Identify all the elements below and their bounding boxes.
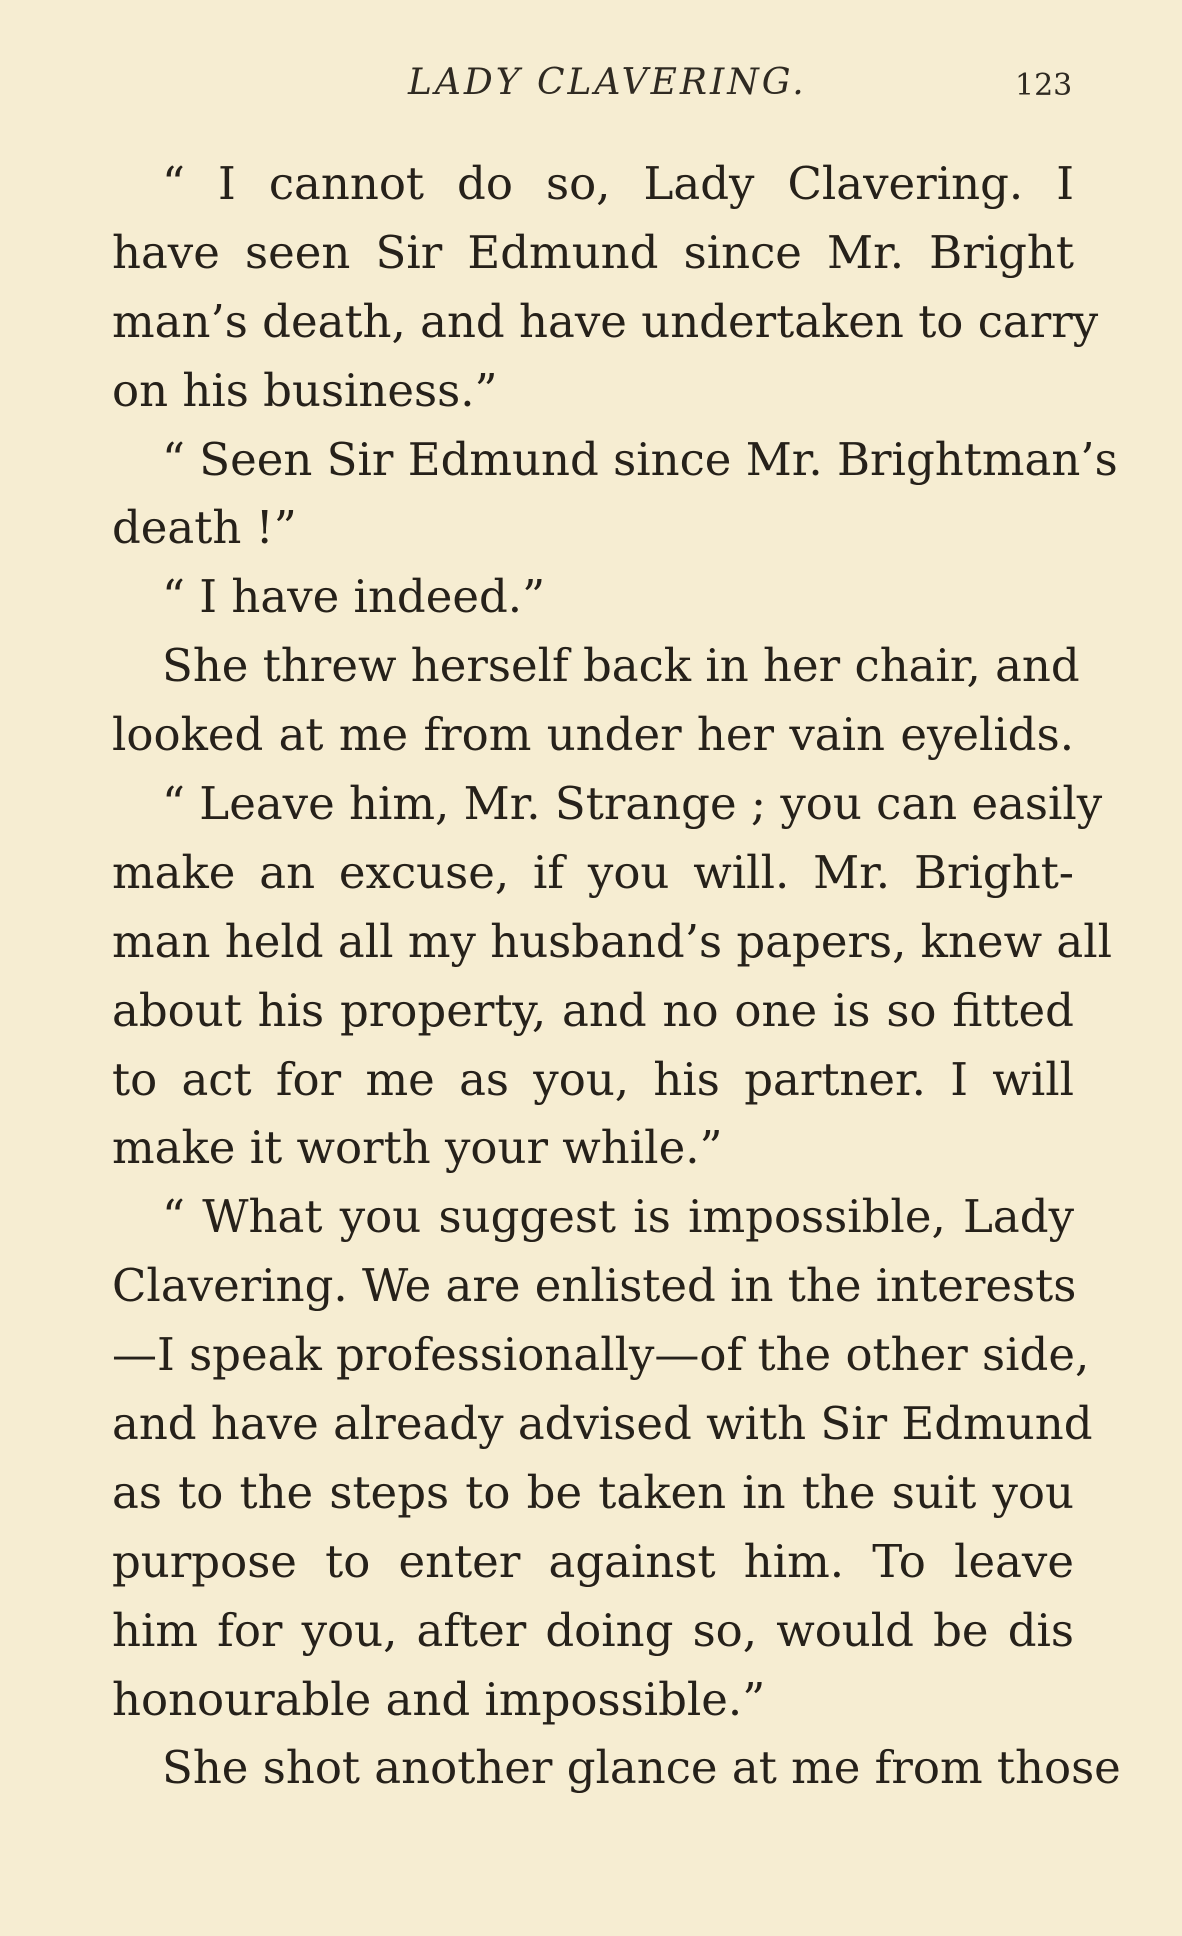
text-line: Clavering. We are enlisted in the interests (112, 1259, 1077, 1313)
text-line: She threw herself back in her chair, and (162, 639, 1080, 693)
text-line: “ Leave him, Mr. Strange ; you can easily (162, 777, 1103, 831)
text-line: have seen Sir Edmund since Mr. Bright (112, 225, 1074, 279)
running-title: LADY CLAVERING. (408, 62, 807, 103)
text-line: and have already advised with Sir Edmund (112, 1397, 1093, 1451)
text-line: She shot another glance at me from those (162, 1741, 1121, 1795)
text-line: —I speak professionally—of the other side, (112, 1328, 1090, 1382)
text-line: looked at me from under her vain eyelids. (112, 708, 1074, 762)
text-line: “ I have indeed.” (162, 570, 546, 624)
text-line: to act for me as you, his partner. I will (112, 1052, 1074, 1106)
body-text (112, 150, 1121, 1803)
page-header (0, 62, 1182, 112)
text-line: make it worth your while.” (112, 1121, 723, 1175)
text-line: “ What you suggest is impossible, Lady (162, 1190, 1074, 1244)
text-line: purpose to enter against him. To leave (112, 1534, 1074, 1588)
text-line: “ Seen Sir Edmund since Mr. Brightman’s (162, 432, 1118, 486)
text-line: him for you, after doing so, would be dis (112, 1603, 1074, 1657)
text-line: man’s death, and have undertaken to carry (112, 294, 1099, 348)
text-line: as to the steps to be taken in the suit you (112, 1465, 1074, 1519)
text-line: death !” (112, 501, 297, 555)
text-line: “ I cannot do so, Lady Clavering. I (162, 157, 1074, 210)
text-line: about his property, and no one is so fitted (112, 983, 1074, 1037)
text-line: honourable and impossible.” (112, 1672, 766, 1726)
text-line: man held all my husband’s papers, knew all (112, 914, 1112, 968)
page-number: 123 (1015, 68, 1073, 103)
text-line: on his business.” (112, 363, 498, 417)
text-line: make an excuse, if you will. Mr. Bright- (112, 845, 1074, 899)
